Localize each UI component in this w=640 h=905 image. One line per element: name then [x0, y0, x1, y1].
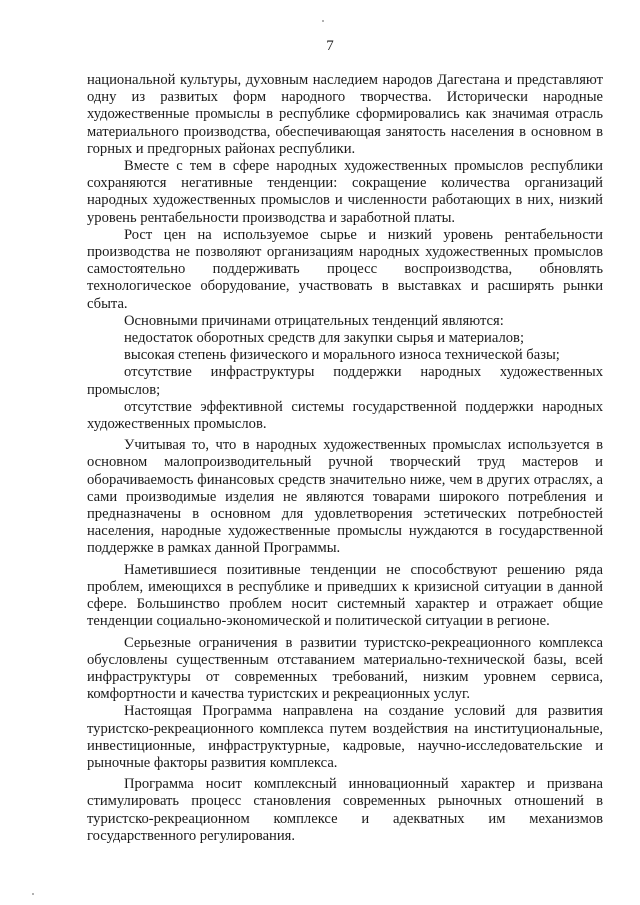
paragraph-program-goal: Настоящая Программа направлена на создание условий для развития туристско-рекреационного комплекса путем воздействия на институциональные, инвестиционные, инфраструктурные, кадровые, научно-исследовательские и рыночные факторы развития комплекса.	[87, 703, 603, 771]
paragraph-positive-trends: Наметившиеся позитивные тенденции не способствуют решению ряда проблем, имеющихся в республике и приведших к кризисной ситуации в данной сфере. Большинство проблем носит системный характер и отражает общие тенденции социально-экономической и политической ситуации в регионе.	[87, 561, 603, 630]
paragraph-price-growth: Рост цен на используемое сырье и низкий уровень рентабельности производства не позволяют организациям народных художественных промыслов самостоятельно поддерживать процесс воспроизводства, обновлять технологическое оборудование, участвовать в выставках и расширять рынки сбыта.	[87, 226, 603, 312]
paragraph-state-support: Учитывая то, что в народных художественных промыслах используется в основном малопроизводительный ручной творческий труд мастеров и оборачиваемость финансовых средств значительно ниже, чем в других отраслях, а сами производимые изделия не являются товарами широкого потребления и предназначены в основном для удовлетворения эстетических потребностей населения, народные художественные промыслы нуждаются в государственной поддержке в рамках данной Программы.	[87, 437, 603, 557]
paragraph-causes-intro: Основными причинами отрицательных тенденций являются:	[124, 312, 504, 329]
paragraph-negative-trends: Вместе с тем в сфере народных художественных промыслов республики сохраняются негативные тенденции: сокращение количества организаций народных художественных промыслов и численности работающих в них, низкий уровень рентабельности производства и заработной платы.	[87, 158, 603, 226]
scan-speck	[32, 893, 34, 895]
page-number: 7	[326, 38, 334, 54]
document-body	[87, 72, 603, 845]
paragraph-continuation: национальной культуры, духовным наследием народов Дагестана и представляют одну из развитых форм народного творчества. Исторически народные художественные промыслы в республике сформировались как значимая отрасль материального производства, обеспечивающая занятость населения в основном в горных и предгорных районах республики.	[87, 72, 603, 157]
list-item-cause: недостаток оборотных средств для закупки сырья и материалов;	[124, 330, 525, 347]
scan-speck	[322, 20, 324, 22]
list-item-cause: высокая степень физического и морального износа технической базы;	[124, 347, 560, 364]
list-item-cause: отсутствие эффективной системы государственной поддержки народных художественных промыслов.	[87, 398, 603, 433]
paragraph-program-character: Программа носит комплексный инновационный характер и призвана стимулировать процесс становления современных рыночных отношений в туристско-рекреационном комплексе и адекватных им механизмов государственного регулирования.	[87, 776, 603, 844]
list-item-cause: отсутствие инфраструктуры поддержки народных художественных промыслов;	[87, 364, 603, 398]
paragraph-tourism-limits: Серьезные ограничения в развитии туристско-рекреационного комплекса обусловлены существенным отставанием материально-технической базы, всей инфраструктуры от современных требований, низким уровнем сервиса, комфортности и качества туристских и рекреационных услуг.	[87, 634, 603, 703]
